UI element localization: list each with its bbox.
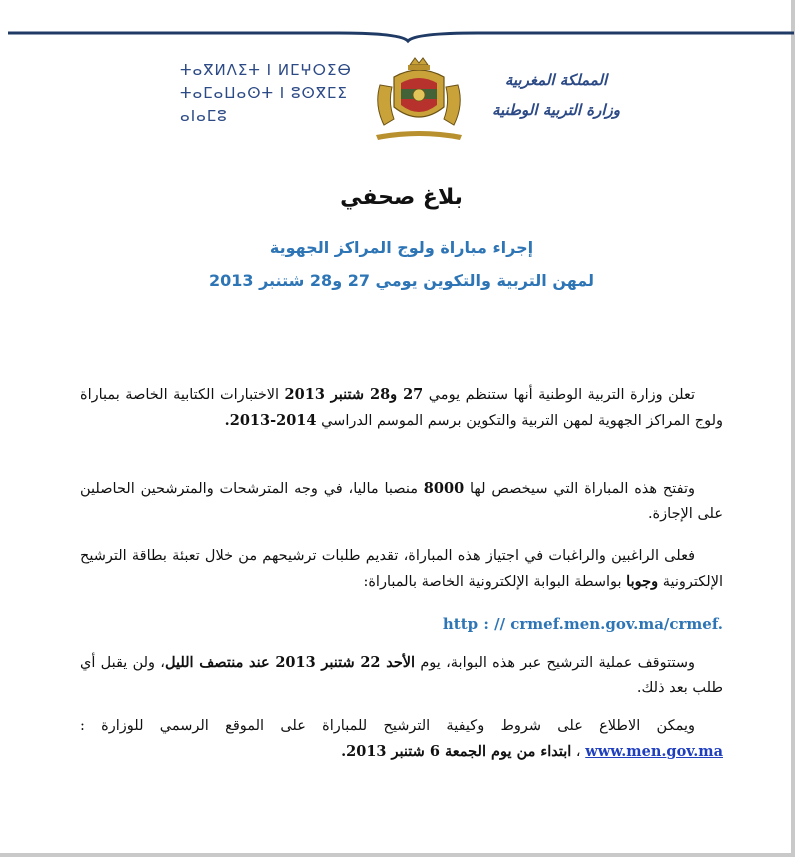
paragraph-application	[80, 544, 723, 595]
p1-dates: 27 و28 شتنبر 2013	[284, 386, 424, 403]
tifinagh-line-3: ⴰⵏⴰⵎⵓ	[180, 107, 228, 125]
ministry-website-link[interactable]: www.men.gov.ma	[585, 743, 723, 760]
portal-url[interactable]: http : // crmef.men.gov.ma/crmef.	[442, 615, 723, 633]
p1-school-year: 2014-2013.	[224, 412, 317, 429]
ministry-name-arabic	[486, 65, 626, 125]
ministry-label: وزارة التربية الوطنية	[491, 101, 620, 119]
subtitle-line-2: لمهن التربية والتكوين يومي 27 و28 شتنبر 2013	[208, 271, 595, 290]
letterhead	[0, 55, 803, 145]
kingdom-label: المملكة المغربية	[504, 71, 608, 89]
coat-of-arms-emblem	[370, 55, 468, 141]
p2-text-a: وتفتح هذه المباراة التي سيخصص لها	[464, 481, 695, 497]
tifinagh-line-2: ⵜⴰⵎⴰⵡⴰⵙⵜ ⵏ ⵓⵙⴳⵎⵉ	[180, 84, 348, 102]
p5-text-c: ، ولن يقبل أي طلب بعد ذلك.	[80, 655, 723, 696]
p3-mandatory: وجوبا	[626, 573, 659, 590]
paragraph-deadline	[80, 650, 723, 701]
header-rule	[8, 30, 794, 44]
p2-text-c: منصبا ماليا، في وجه المترشحات والمترشحين الحاصلين على الإجازة.	[80, 481, 723, 522]
p1-text-a: تعلن وزارة التربية الوطنية أنها ستنظم يومي	[423, 387, 695, 403]
p5-deadline-date: الأحد 22 شتنبر 2013 عند منتصف الليل	[164, 654, 416, 671]
p6-text-a: ويمكن الاطلاع على شروط وكيفية الترشيح للمباراة على الموقع الرسمي للوزارة :	[80, 718, 695, 734]
p5-text-a: وستتوقف عملية الترشيح عبر هذه البوابة، يوم	[415, 655, 696, 671]
tifinagh-line-1: ⵜⴰⴳⵍⴷⵉⵜ ⵏ ⵍⵎⵖⵔⵉⴱ	[180, 61, 352, 79]
p3-text-a: فعلى الراغبين والراغبات في اجتياز هذه المباراة، تقديم طلبات ترشيحهم من خلال تعبئة بطاقة الترشيح الإلكترونية	[80, 548, 723, 590]
p1-text-c: الاختبارات الكتابية الخاصة بمباراة ولوج المراكز الجهوية لمهن التربية والتكوين برسم الموسم الدراسي	[80, 387, 723, 429]
p6-start-date: ابتداء من يوم الجمعة 6 شتنبر 2013.	[341, 743, 572, 760]
subtitle-line-1: إجراء مباراة ولوج المراكز الجهوية	[269, 238, 534, 257]
paragraph-website	[80, 714, 723, 765]
paragraph-announcement	[80, 382, 723, 434]
p6-text-b: ،	[571, 744, 586, 760]
p3-text-c: بواسطة البوابة الإلكترونية الخاصة بالمباراة:	[363, 574, 627, 590]
p2-positions-count: 8000	[423, 480, 465, 497]
document-title: بلاغ صحفي	[340, 185, 463, 210]
paragraph-positions	[80, 476, 723, 527]
tifinagh-ministry-name	[180, 59, 350, 128]
